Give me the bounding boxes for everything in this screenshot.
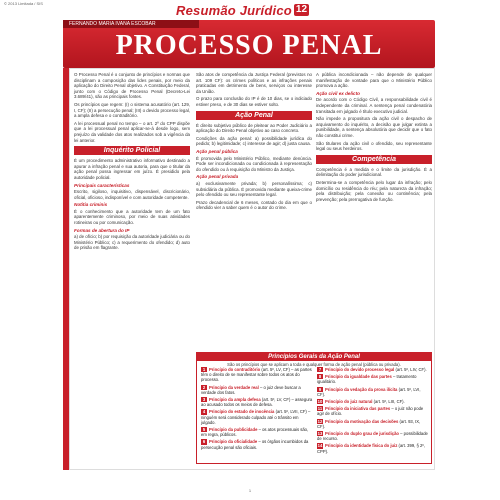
principle-name: Princípio da verdade real [209, 384, 259, 390]
principle-number: 12 [317, 418, 323, 424]
principle-name: Princípio do devido processo legal [325, 367, 395, 372]
principle-text: (art. 5º, LVI, CF). [317, 386, 421, 397]
paragraph: De acordo com o Código Civil, a responsabilidade civil é independente da criminal. A sentença penal condenatória transitada em julgado é título executivo judicial. [316, 97, 432, 114]
section-heading-inquerito: Inquérito Policial [74, 146, 190, 155]
subheading: Ação penal pública [196, 148, 238, 154]
principle-number: 7 [318, 367, 322, 372]
subheading: Principais características [74, 182, 130, 188]
paragraph: Escrito, sigiloso, inquisitivo, dispensável, discricionário, oficial, oficioso, indisponível e com autoridade competente. [74, 189, 190, 200]
principle-text: – os atos processuais são, em regra, públicos. [201, 427, 309, 438]
principle-item [317, 374, 429, 384]
column-1 [74, 72, 190, 253]
principle-text: (art. 93, IX, CF). [317, 418, 421, 429]
principle-name: Princípio da igualdade das partes [325, 374, 392, 380]
principle-item [201, 397, 313, 407]
paragraph: Prazo decadencial de 6 meses, contado do dia em que o ofendido vier a saber quem é o autor do crime. [196, 199, 312, 211]
principle-name: Princípio da publicidade [209, 427, 258, 433]
principle-item [201, 409, 313, 425]
principle-text: – tratamento igualitário. [317, 374, 417, 385]
principle-text: (art. 5º, LIV, CF). [395, 367, 427, 372]
paragraph: É direito subjetivo público de pleitear ao Poder Judiciário a aplicação do Direito Penal objetivo ao caso concreto. [196, 122, 312, 134]
paragraph: A pública incondicionada – não depende de qualquer manifestação de vontade para que o Ministério Público promova a ação. [316, 72, 432, 89]
paragraph: a) de ofício; b) por requisição da autoridade judiciária ou do Ministério Público; c) a requerimento do ofendido; d) auto de prisão em flagrante. [74, 234, 190, 251]
brand-logo [176, 2, 309, 18]
column-3 [316, 72, 432, 204]
principles-list-left [201, 367, 313, 452]
principle-text: (art. 5º, LV, CF) – assegura ao acusado todos os meios de defesa. [201, 397, 313, 408]
principle-number: 6 [202, 439, 206, 445]
paragraph: É o conhecimento que a autoridade tem de um fato aparentemente criminoso, por meio de suas atividades rotineiras ou por comunicação. [74, 208, 190, 226]
subheading: Ação civil ex delicto [316, 90, 360, 96]
principles-note: São os princípios que se aplicam a toda e qualquer forma de ação penal (pública ou privada). [227, 362, 401, 367]
principle-name: Princípio da motivação das decisões [325, 418, 399, 424]
principle-number: 3 [202, 397, 206, 403]
paragraph: Os princípios que regem: (I) o sistema acusatório (art. 129, I, CF); (II) a persecução penal; (III) o devido processo legal, a ampla defesa e o contraditório. [74, 101, 190, 119]
principle-text: (art. 5º, LIII, CF). [373, 399, 405, 405]
principles-box [196, 352, 432, 464]
paragraph: Determina-se a competência pelo lugar da infração; pelo domicílio ou residência do réu; pela natureza da infração; pela distribuição; pela conexão ou continência; pela prevenção; pela prerrogativa de função. [316, 179, 432, 202]
principle-text: (art. 5º, LV, CF) – as partes têm o direito de se manifestar sobre todos os atos do processo. [201, 367, 312, 383]
principle-number: 2 [202, 384, 206, 390]
paragraph: a) exclusivamente privada; b) personalíssima; c) subsidiária da pública. É promovida mediante queixa-crime pelo ofendido ou seu representante legal. [196, 180, 312, 198]
principle-name: Princípio da identidade física do juiz [325, 443, 398, 449]
principle-text: – o juiz deve buscar a verdade dos fatos. [201, 384, 301, 395]
paragraph: Competência é a medida e o limite da jurisdição. É a delimitação do poder jurisdicional. [316, 166, 432, 178]
principle-text: (art. 5º, LVII, CF) – ninguém será considerado culpado até o trânsito em julgado. [201, 409, 311, 425]
principle-number: 9 [318, 386, 322, 392]
principle-number: 1 [202, 367, 206, 372]
principle-number: 13 [317, 431, 323, 437]
principle-number: 14 [317, 443, 323, 449]
principle-name: Princípio do estado de inocência [209, 409, 275, 415]
paragraph: O prazo para conclusão do IP é de 10 dias, se o indiciado estiver preso, e de 30 dias se estiver solto. [196, 96, 312, 107]
principles-list-right [317, 367, 429, 456]
principle-item [201, 439, 313, 449]
page-number: 1 [248, 488, 252, 493]
paragraph: São titulares da ação civil o ofendido, seu representante legal ou seus herdeiros. [316, 140, 432, 152]
principle-name: Princípio do duplo grau de jurisdição [325, 431, 399, 437]
principle-item [317, 367, 429, 372]
copyright-note: © 2013 Limitada / SIS [4, 1, 43, 6]
principle-number: 11 [317, 406, 323, 412]
paragraph: São atos de competência da Justiça Federal (previstos no art. 109 CF): os crimes políticos e as infrações penais praticadas em detrimento de bens, serviços ou interesse da União. [196, 72, 312, 94]
principles-title: Princípios Gerais da Ação Penal [197, 353, 431, 361]
principle-number: 5 [202, 427, 206, 433]
principle-number: 8 [318, 374, 322, 380]
principle-name: Princípio do juiz natural [325, 399, 373, 405]
principle-text: – o juiz não pode agir de ofício. [317, 406, 424, 417]
principle-name: Princípio da vedação da prova ilícita [325, 386, 398, 392]
principle-item [317, 431, 429, 441]
principle-text: (art. 399, § 2º, CPP). [317, 443, 425, 454]
subheading: Formas de abertura do IP [74, 227, 130, 233]
principle-item [317, 387, 429, 397]
section-heading-acao-penal: Ação Penal [196, 111, 312, 120]
principle-number: 10 [317, 399, 323, 405]
principle-item [317, 419, 429, 429]
principle-item [201, 385, 313, 395]
subheading: Notitia criminis [74, 202, 108, 208]
paragraph: O Processo Penal é o conjunto de princípios e normas que disciplinam a composição das lides penais, por meio da aplicação do Direito Penal objetivo. A Constituição Federal, junto com o Código de Processo Penal (Decreto-Lei 3.689/41), são as principais fontes. [74, 72, 190, 100]
paragraph: É um procedimento administrativo informativo destinado a apurar a infração penal e sua autoria, para que o titular da ação penal possa ingressar em juízo. É presidido pela autoridade policial. [74, 158, 190, 180]
principle-name: Princípio da ampla defesa [209, 397, 261, 403]
paragraph: A lei processual penal no tempo – o art. 2º do CPP dispõe que a lei processual penal aplicar-se-á desde logo, sem prejuízo da validade dos atos realizados sob a vigência da lei anterior. [74, 120, 190, 143]
column-2 [196, 72, 312, 213]
section-heading-competencia: Competência [316, 155, 432, 164]
brand-number: 12 [295, 4, 308, 15]
principle-number: 4 [202, 409, 206, 415]
author-bar: FERNANDO MARIA IVANA ESCOBAR [63, 20, 199, 28]
paragraph: Condições da ação penal: a) possibilidade jurídica do pedido; b) legitimidade; c) interesse de agir; d) justa causa. [196, 135, 312, 147]
title-banner [63, 20, 435, 68]
principle-item [201, 427, 313, 437]
principle-text: – os órgãos incumbidos da persecução penal são oficiais. [201, 439, 309, 450]
paragraph: É promovida pelo Ministério Público, mediante denúncia. Pode ser incondicionada ou condicionada à representação do ofendido ou à requisição do Ministro da Justiça. [196, 155, 312, 172]
principle-name: Princípio da oficialidade [209, 439, 258, 445]
page-title: PROCESSO PENAL [115, 30, 383, 61]
principle-name: Princípio do contraditório [209, 367, 261, 372]
principle-item [201, 367, 313, 383]
brand-title: Resumão Jurídico [176, 2, 292, 18]
paragraph: Não impede a propositura da ação civil o despacho de arquivamento do inquérito, a decisão que julgar extinta a punibilidade, a sentença absolutória que decidir que o fato não constitui crime. [316, 116, 432, 138]
principle-text: – possibilidade de recurso. [317, 431, 428, 442]
principle-item [317, 399, 429, 404]
principle-item [317, 406, 429, 416]
subheading: Ação penal privada [196, 174, 239, 180]
principle-name: Princípio da iniciativa das partes [325, 406, 391, 412]
principle-item [317, 443, 429, 453]
